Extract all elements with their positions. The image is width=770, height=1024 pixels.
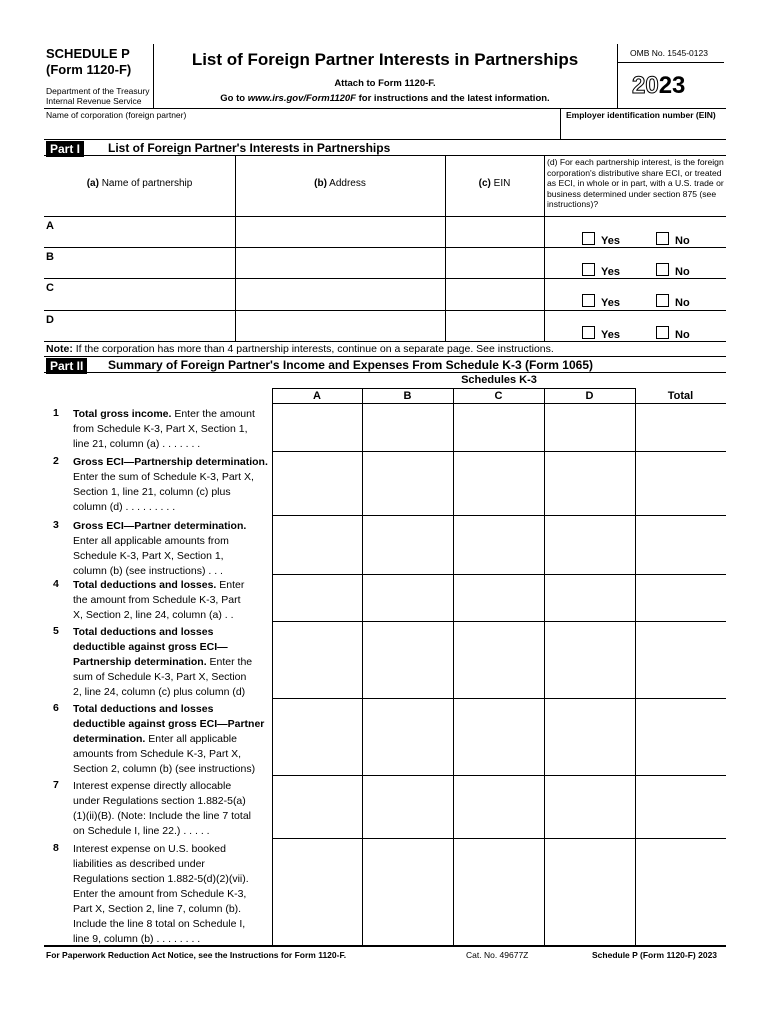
line-5-col-d-input[interactable]: [545, 622, 634, 697]
attach-instruction: Attach to Form 1120-F.: [334, 78, 436, 89]
line-7-col-d-input[interactable]: [545, 776, 634, 837]
yes-checkbox-a[interactable]: [582, 232, 595, 245]
line-description: Total deductions and losses. Enter the amount from Schedule K-3, Part X, Section 2, line 24, column (a) . .: [73, 579, 245, 621]
line-number: 3: [53, 519, 59, 531]
yes-option-d[interactable]: Yes: [582, 325, 620, 343]
line-4-col-b-input[interactable]: [363, 575, 452, 620]
line-number: 8: [53, 842, 59, 854]
partnership-name-input-c[interactable]: [58, 280, 234, 307]
line-number: 1: [53, 407, 59, 419]
partnership-ein-input-d[interactable]: [447, 312, 542, 339]
no-checkbox-a[interactable]: [656, 232, 669, 245]
col-header-d: D: [585, 390, 594, 402]
line-7-col-b-input[interactable]: [363, 776, 452, 837]
ein-input[interactable]: [564, 122, 724, 138]
corporation-name-label: Name of corporation (foreign partner): [46, 110, 187, 120]
yes-checkbox-c[interactable]: [582, 294, 595, 307]
line-5-col-c-input[interactable]: [454, 622, 543, 697]
agency-line: Internal Revenue Service: [46, 96, 142, 106]
line-1-col-total-input[interactable]: [636, 404, 725, 450]
partnership-name-input-a[interactable]: [58, 218, 234, 245]
line-description: Total deductions and losses deductible against gross ECI— Partnership determination. Enter the sum of Schedule K-3, Part X, Section 2, line 24, column (c) plus column (d): [73, 626, 253, 698]
row-letter-c: C: [46, 282, 54, 294]
partnership-name-input-b[interactable]: [58, 249, 234, 276]
line-description: Gross ECI—Partnership determination. Enter the sum of Schedule K-3, Part X, Section 1, line 21, column (c) plus column (d) . . . . . . . . .: [73, 456, 268, 513]
line-8-col-d-input[interactable]: [545, 839, 634, 944]
line-5-col-a-input[interactable]: [273, 622, 361, 697]
goto-instruction: Go to www.irs.gov/Form1120F for instructions and the latest information.: [220, 93, 550, 104]
line-description: Interest expense on U.S. booked liabilities as described under Regulations section 1.882-5(d)(2)(vii). Enter the amount from Schedule K-3, Part X, Section 2, line 7, column (b). Include the line 8 total on Schedule I, line 9, column (b) . . . . . . . .: [73, 843, 249, 945]
line-4-col-a-input[interactable]: [273, 575, 361, 620]
part2-title: Summary of Foreign Partner's Income and Expenses From Schedule K-3 (Form 1065): [108, 358, 593, 372]
col-b-header: (b) Address: [314, 178, 366, 189]
partnership-ein-input-c[interactable]: [447, 280, 542, 307]
yes-option-c[interactable]: Yes: [582, 293, 620, 311]
yes-option-a[interactable]: Yes: [582, 231, 620, 249]
schedules-k3-header: Schedules K-3: [461, 374, 537, 386]
yes-option-b[interactable]: Yes: [582, 262, 620, 280]
no-option-d[interactable]: No: [656, 325, 690, 343]
col-d-header: (d) For each partnership interest, is the foreign corporation's distributive share ECI, or treated as ECI, in whole or in part, with a U.S. trade or business determined under section 875 (see instructions)?: [547, 157, 724, 209]
line-8-col-total-input[interactable]: [636, 839, 725, 944]
part1-title: List of Foreign Partner's Interests in Partnerships: [108, 141, 391, 155]
line-2-col-total-input[interactable]: [636, 452, 725, 514]
partnership-address-input-d[interactable]: [237, 312, 443, 339]
partnership-name-input-d[interactable]: [58, 312, 234, 339]
line-3-col-total-input[interactable]: [636, 516, 725, 573]
partnership-address-input-b[interactable]: [237, 249, 443, 276]
yes-checkbox-d[interactable]: [582, 326, 595, 339]
no-checkbox-d[interactable]: [656, 326, 669, 339]
yes-checkbox-b[interactable]: [582, 263, 595, 276]
line-number: 6: [53, 702, 59, 714]
line-4-col-d-input[interactable]: [545, 575, 634, 620]
line-1-col-a-input[interactable]: [273, 404, 361, 450]
paperwork-notice: For Paperwork Reduction Act Notice, see the Instructions for Form 1120-F.: [46, 950, 347, 960]
row-letter-b: B: [46, 251, 54, 263]
schedule-title: SCHEDULE P: [46, 46, 130, 61]
line-number: 2: [53, 455, 59, 467]
no-option-b[interactable]: No: [656, 262, 690, 280]
form-reference: (Form 1120-F): [46, 62, 132, 77]
row-letter-a: A: [46, 220, 54, 232]
line-6-col-b-input[interactable]: [363, 699, 452, 774]
col-header-total: Total: [667, 390, 694, 402]
no-checkbox-c[interactable]: [656, 294, 669, 307]
line-description: Gross ECI—Partner determination. Enter all applicable amounts from Schedule K-3, Part X, Section 1, column (b) (see instructions) . . .: [73, 520, 247, 577]
col-header-b: B: [403, 390, 412, 402]
line-8-col-a-input[interactable]: [273, 839, 361, 944]
line-1-col-c-input[interactable]: [454, 404, 543, 450]
line-3-col-c-input[interactable]: [454, 516, 543, 573]
no-option-a[interactable]: No: [656, 231, 690, 249]
line-2-col-a-input[interactable]: [273, 452, 361, 514]
line-6-col-a-input[interactable]: [273, 699, 361, 774]
line-description: Total deductions and losses deductible against gross ECI—Partner determination. Enter all applicable amounts from Schedule K-3, Part X, Section 2, column (b) (see instructions): [73, 703, 265, 775]
line-3-col-d-input[interactable]: [545, 516, 634, 573]
line-8-col-c-input[interactable]: [454, 839, 543, 944]
omb-number: OMB No. 1545-0123: [630, 48, 708, 58]
line-3-col-a-input[interactable]: [273, 516, 361, 573]
catalog-number: Cat. No. 49677Z: [466, 950, 529, 960]
partnership-ein-input-b[interactable]: [447, 249, 542, 276]
form-main-title: List of Foreign Partner Interests in Partnerships: [191, 50, 579, 69]
line-number: 7: [53, 779, 59, 791]
line-7-col-c-input[interactable]: [454, 776, 543, 837]
line-2-col-c-input[interactable]: [454, 452, 543, 514]
department-line: Department of the Treasury: [46, 86, 150, 96]
part1-badge: Part I: [46, 140, 84, 158]
col-header-c: C: [494, 390, 503, 402]
form-footer-id: Schedule P (Form 1120-F) 2023: [592, 950, 718, 960]
partnership-ein-input-a[interactable]: [447, 218, 542, 245]
line-6-col-c-input[interactable]: [454, 699, 543, 774]
line-6-col-total-input[interactable]: [636, 699, 725, 774]
line-6-col-d-input[interactable]: [545, 699, 634, 774]
line-5-col-total-input[interactable]: [636, 622, 725, 697]
partnership-address-input-c[interactable]: [237, 280, 443, 307]
part1-note: Note: If the corporation has more than 4 partnership interests, continue on a separate page. See instructions.: [46, 343, 554, 355]
line-4-col-total-input[interactable]: [636, 575, 725, 620]
line-5-col-b-input[interactable]: [363, 622, 452, 697]
no-checkbox-b[interactable]: [656, 263, 669, 276]
line-7-col-a-input[interactable]: [273, 776, 361, 837]
line-description: Total gross income. Enter the amount from Schedule K-3, Part X, Section 1, line 21, column (a) . . . . . . .: [73, 408, 255, 450]
partnership-address-input-a[interactable]: [237, 218, 443, 245]
line-description: Interest expense directly allocable under Regulations section 1.882-5(a) (1)(ii)(B). (Note: Include the line 7 total on Schedule I, line 22.) . . . . .: [73, 780, 251, 837]
line-4-col-c-input[interactable]: [454, 575, 543, 620]
line-2-col-b-input[interactable]: [363, 452, 452, 514]
line-2-col-d-input[interactable]: [545, 452, 634, 514]
line-8-col-b-input[interactable]: [363, 839, 452, 944]
tax-year: 2023: [632, 72, 686, 99]
instructions-link[interactable]: www.irs.gov/Form1120F: [247, 93, 356, 104]
col-header-a: A: [313, 390, 321, 402]
line-7-col-total-input[interactable]: [636, 776, 725, 837]
line-3-col-b-input[interactable]: [363, 516, 452, 573]
line-number: 4: [53, 578, 59, 590]
line-1-col-d-input[interactable]: [545, 404, 634, 450]
part2-badge: Part II: [46, 357, 87, 375]
ein-label: Employer identification number (EIN): [566, 110, 716, 120]
col-c-header: (c) EIN: [478, 178, 511, 189]
line-number: 5: [53, 625, 59, 637]
col-a-header: (a) Name of partnership: [86, 178, 193, 189]
no-option-c[interactable]: No: [656, 293, 690, 311]
line-1-col-b-input[interactable]: [363, 404, 452, 450]
row-letter-d: D: [46, 314, 54, 326]
corporation-name-input[interactable]: [46, 122, 556, 138]
